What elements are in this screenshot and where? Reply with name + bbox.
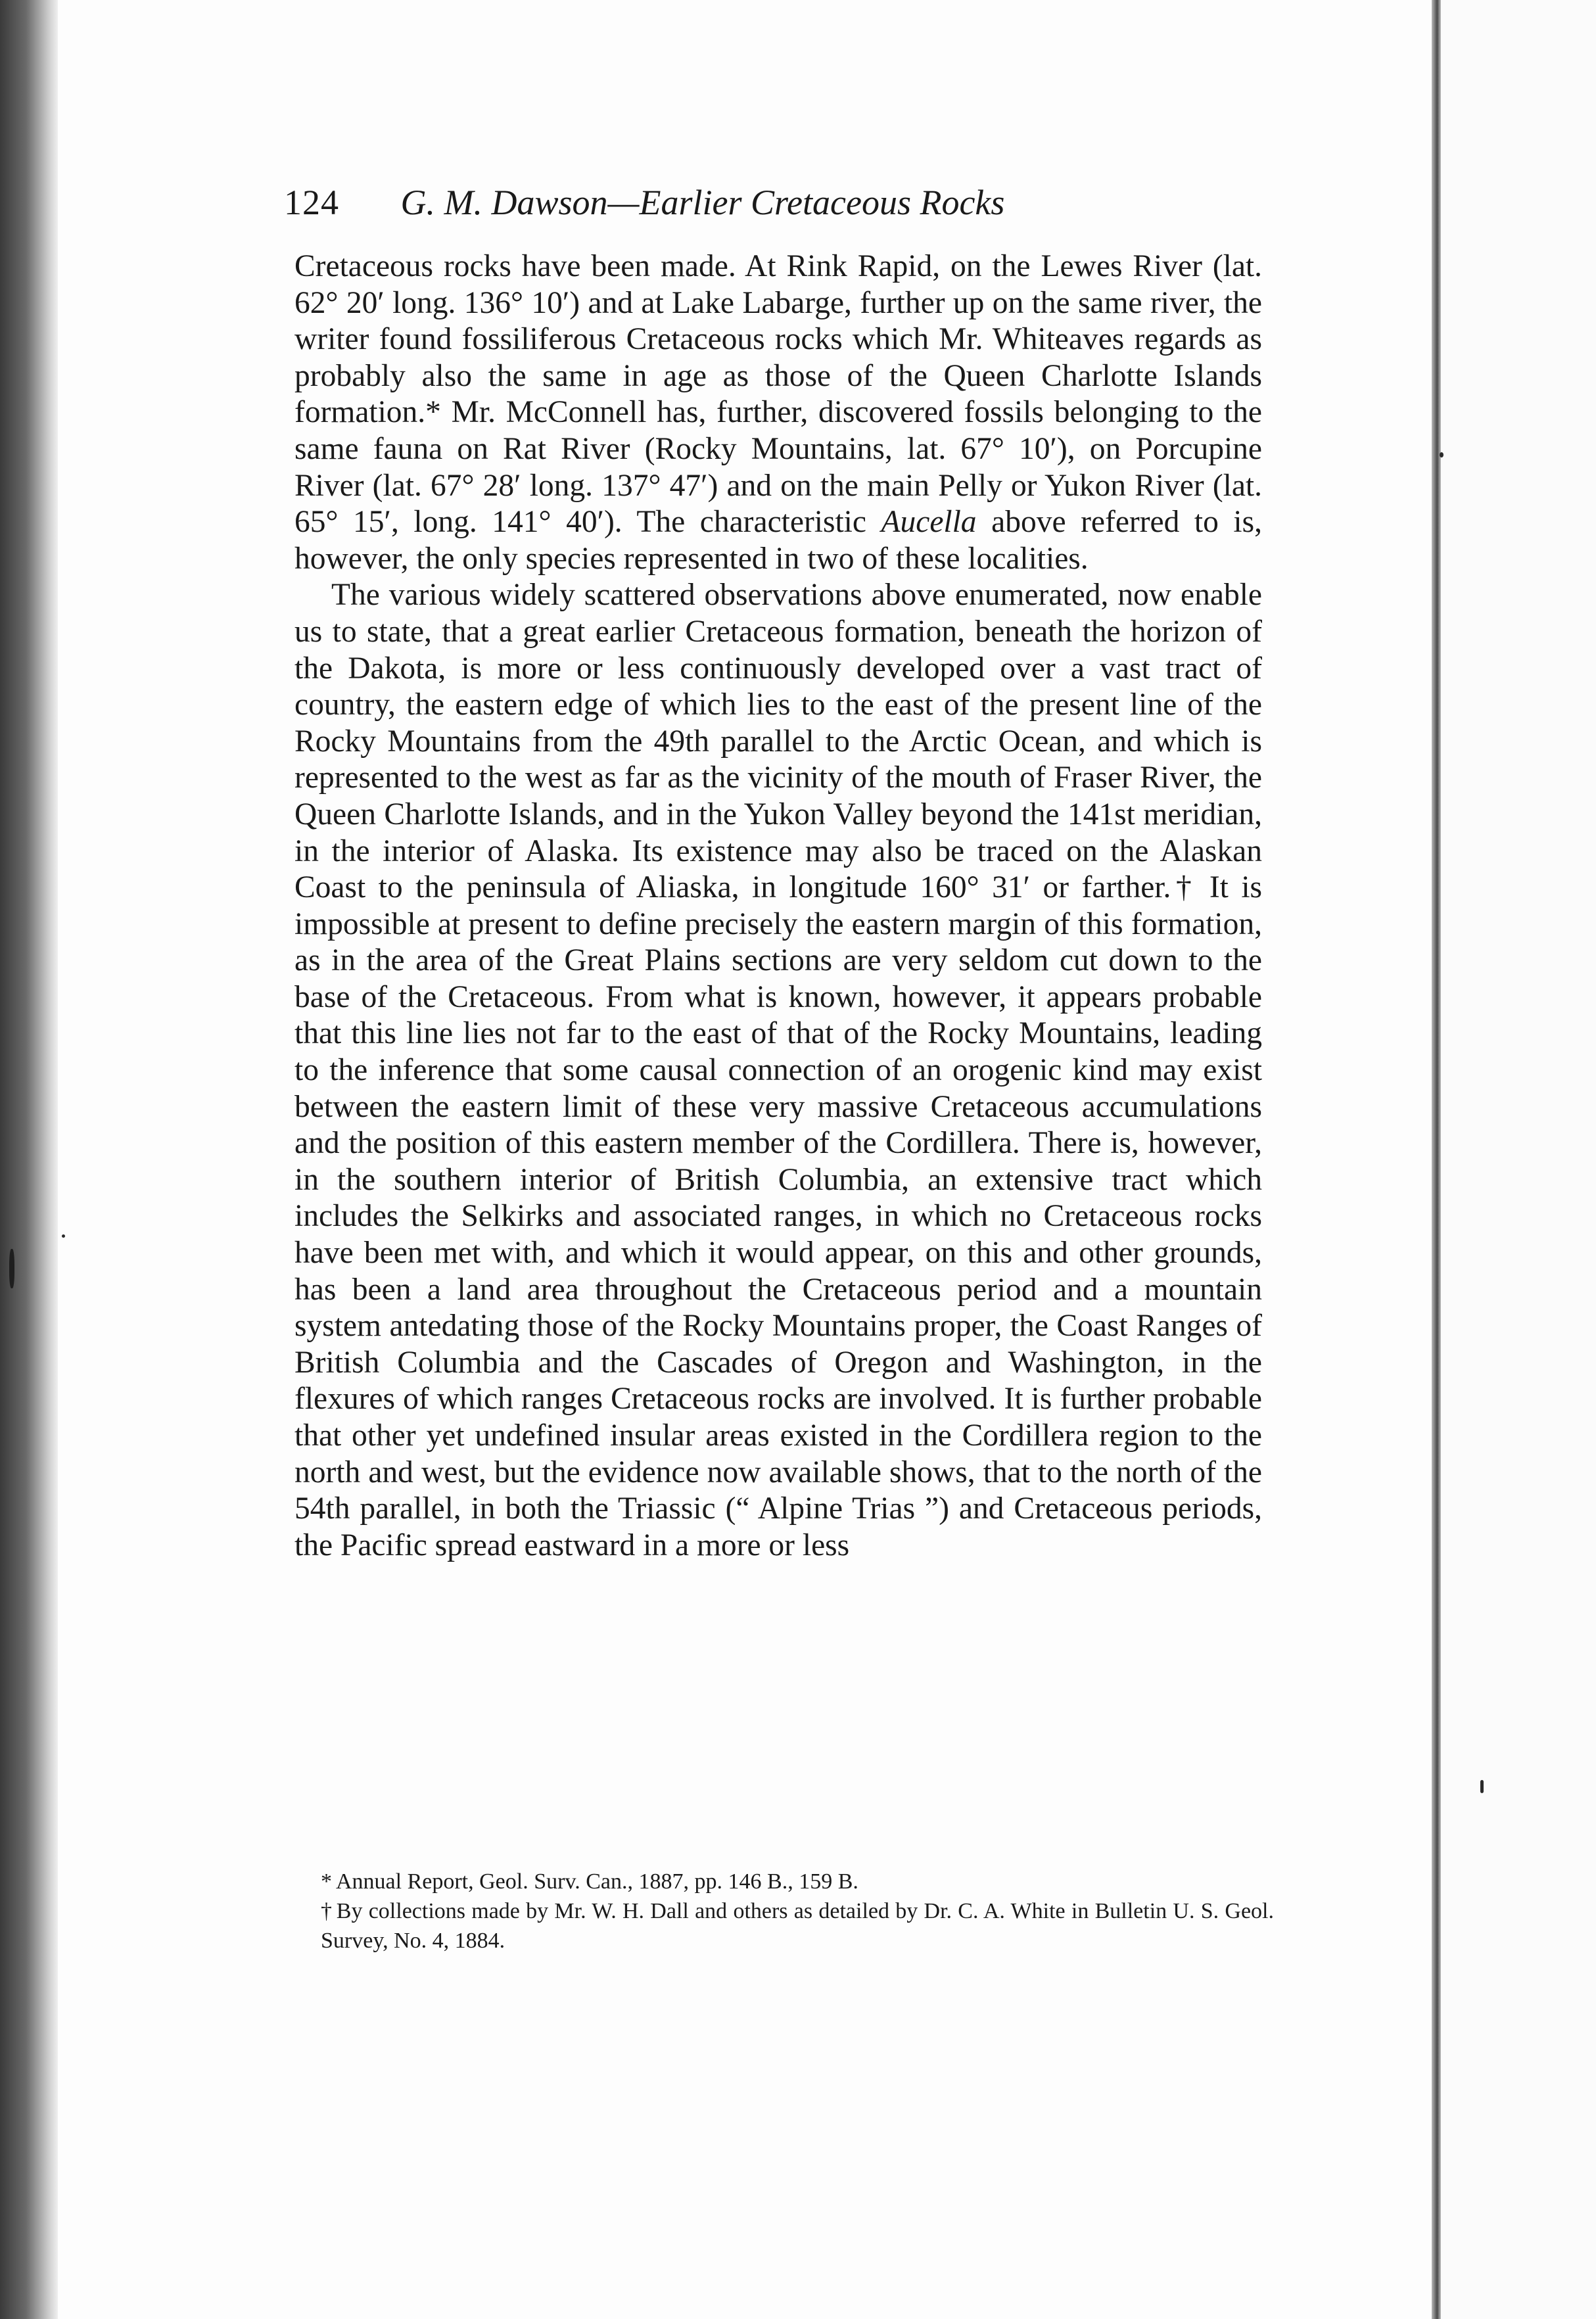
facing-page-edge <box>1441 0 1596 2319</box>
footnote-2-mark: † <box>321 1899 333 1923</box>
paragraph-1-part-2: above referred to is, however, the only species represented in two of these localities. <box>294 505 1262 576</box>
footnote-1-text: Annual Report, Geol. Surv. Can., 1887, pp. 146 B., 159 B. <box>336 1869 858 1894</box>
italic-term-aucella: Aucella <box>881 505 977 540</box>
running-title: G. M. Dawson—Earlier Cretaceous Rocks <box>400 183 1005 222</box>
book-gutter <box>1432 0 1441 2319</box>
footnote-2-text: By collections made by Mr. W. H. Dall and others as detailed by Dr. C. A. White in Bulletin U. S. Geol. Survey, No. 4, 1884. <box>321 1899 1275 1953</box>
footnote-1 <box>321 1867 1274 1896</box>
footnote-1-mark: * <box>321 1869 332 1894</box>
paragraph-1-part-1: Cretaceous rocks have been made. At Rink Rapid, on the Lewes River (lat. 62° 20′ long. 136° 10′) and at Lake Labarge, further up on the same river, the writer found fossiliferous Cretaceous rocks which Mr. Whiteaves regards as probably also the same in age as those of the Queen Charlotte Islands formation.* Mr. McConnell has, further, discovered fossils belonging to the same fauna on Rat River (Rocky Mountains, lat. 67° 10′), on Porcupine River (lat. 67° 28′ long. 137° 47′) and on the main Pelly or Yukon River (lat. 65° 15′, long. 141° 40′). The characteristic <box>294 249 1262 540</box>
footnotes <box>321 1867 1274 1956</box>
scan-speck <box>1440 452 1443 457</box>
paragraph-1 <box>294 248 1262 577</box>
scan-left-edge <box>0 0 58 2319</box>
paragraph-2: The various widely scattered observations above enumerated, now enable us to state, that a great earlier Cretaceous formation, beneath the horizon of the Dakota, is more or less continuously developed over a vast tract of country, the eastern edge of which lies to the east of the present line of the Rocky Mountains from the 49th parallel to the Arctic Ocean, and which is represented to the west as far as the vicinity of the mouth of Fraser River, the Queen Charlotte Islands, and in the Yukon Valley beyond the 141st meridian, in the interior of Alaska. Its existence may also be traced on the Alaskan Coast to the peninsula of Aliaska, in longitude 160° 31′ or farther.† It is impossible at present to define precisely the eastern margin of this formation, as in the area of the Great Plains sections are very seldom cut down to the base of the Cretaceous. From what is known, however, it appears probable that this line lies not far to the east of that of the Rocky Mountains, leading to the inference that some causal connection of an orogenic kind may exist between the eastern limit of these very massive Cretaceous accumulations and the position of this eastern member of the Cordillera. There is, however, in the southern interior of British Columbia, an extensive tract which includes the Selkirks and associated ranges, in which no Cretaceous rocks have been met with, and which it would appear, on this and other grounds, has been a land area throughout the Cretaceous period and a mountain system antedating those of the Rocky Mountains proper, the Coast Ranges of British Columbia and the Cascades of Oregon and Washington, in the flexures of which ranges Cretaceous rocks are involved. It is further probable that other yet undefined insular areas existed in the Cordillera region to the north and west, but the evidence now available shows, that to the north of the 54th parallel, in both the Triassic (“ Alpine Trias ”) and Cretaceous periods, the Pacific spread eastward in a more or less <box>294 578 1262 1562</box>
scan-speck <box>1480 1780 1484 1793</box>
body-text <box>294 248 1262 1564</box>
page-header <box>284 170 1309 235</box>
footnote-2 <box>321 1896 1274 1956</box>
page-number: 124 <box>284 183 339 222</box>
scan-speck <box>62 1234 65 1238</box>
scan-speck <box>9 1249 14 1288</box>
